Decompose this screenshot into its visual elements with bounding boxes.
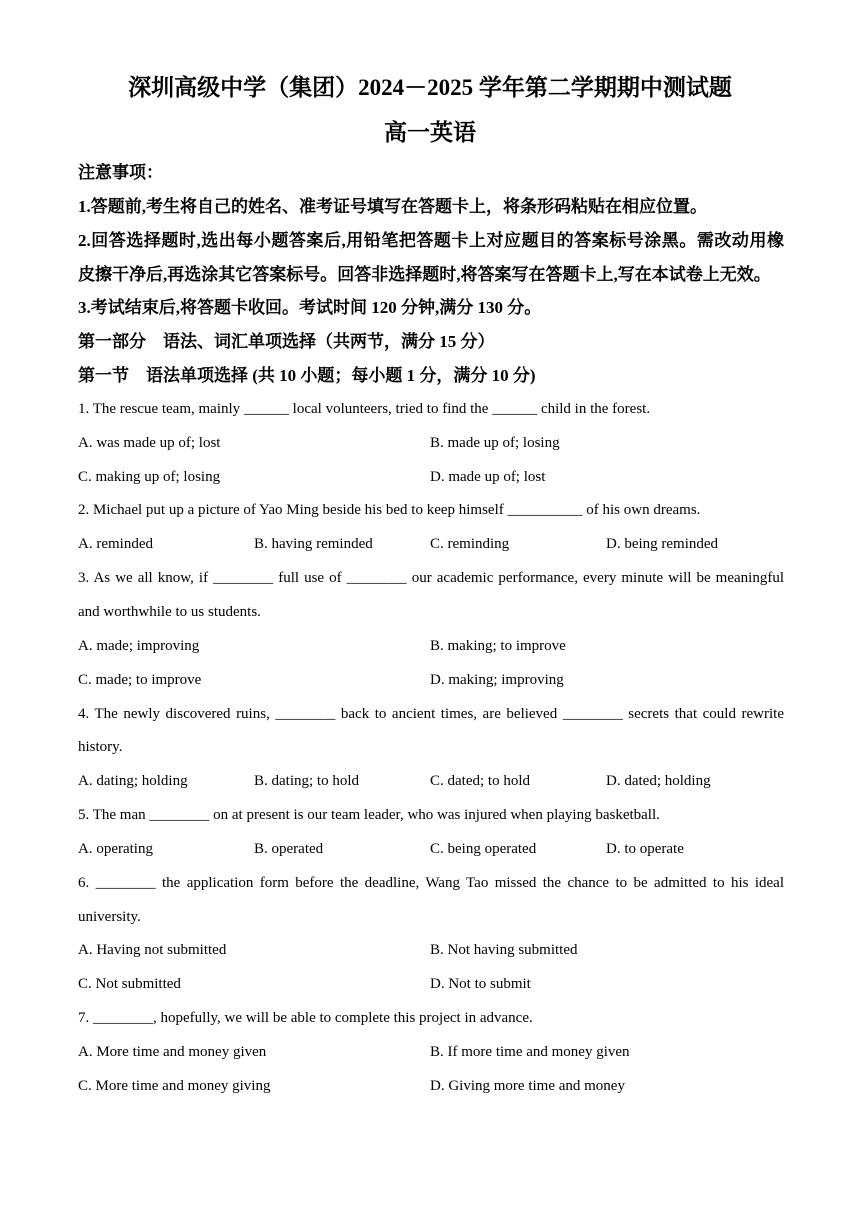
options-row [78,664,784,698]
option-a: A. More time and money given [78,1043,267,1060]
option-c: C. dated; to hold [430,773,530,790]
note-item-1: 1.答题前,考生将自己的姓名、准考证号填写在答题卡上，将条形码粘贴在相应位置。 [78,196,707,216]
question-7 [78,1002,784,1104]
section-heading: 第一节 语法单项选择 (共 10 小题；每小题 1 分，满分 10 分) [78,366,536,386]
option-d: D. being reminded [606,536,719,553]
option-b: B. made up of; losing [430,434,560,451]
question-stem: 6. ________ the application form before the deadline, Wang Tao missed the chance to be admitted to his ideal [78,874,784,891]
exam-title: 深圳高级中学（集团）2024－2025 学年第二学期期中测试题 [128,75,732,100]
question-4 [78,698,784,800]
option-c: C. made; to improve [78,671,202,688]
options-row [78,528,784,562]
option-a: A. was made up of; lost [78,434,221,451]
option-b: B. If more time and money given [430,1043,630,1060]
question-stem: 3. As we all know, if ________ full use of ________ our academic performance, every minute will be meaningful [78,570,784,587]
note-item-3: 3.考试结束后,将答题卡收回。考试时间 120 分钟,满分 130 分。 [78,298,542,318]
options-row [78,765,784,799]
exam-content [78,156,784,1104]
question-stem-continued: history. [78,739,123,756]
question-stem: 5. The man ________ on at present is our team leader, who was injured when playing basketball. [78,807,660,824]
question-1 [78,393,784,495]
option-c: C. making up of; losing [78,468,221,485]
options-row [78,461,784,495]
options-row [78,427,784,461]
option-a: A. reminded [78,536,153,553]
option-c: C. reminding [430,536,510,553]
question-2 [78,494,784,562]
option-d: D. dated; holding [606,773,711,790]
options-row [78,1036,784,1070]
notes-heading: 注意事项： [78,163,163,182]
option-c: C. More time and money giving [78,1077,271,1094]
options-row [78,934,784,968]
option-c: C. being operated [430,840,537,857]
option-a: A. made; improving [78,637,200,654]
options-row [78,833,784,867]
option-a: A. Having not submitted [78,942,227,959]
option-b: B. making; to improve [430,637,566,654]
option-d: D. to operate [606,840,684,857]
option-b: B. Not having submitted [430,942,578,959]
options-row [78,968,784,1002]
question-stem-continued: university. [78,908,141,925]
option-d: D. Not to submit [430,976,531,993]
option-b: B. operated [254,840,324,857]
option-d: D. making; improving [430,671,564,688]
question-6 [78,867,784,1002]
question-stem: 7. ________, hopefully, we will be able to complete this project in advance. [78,1010,533,1027]
options-row [78,1070,784,1104]
options-row [78,630,784,664]
option-d: D. made up of; lost [430,468,546,485]
part-heading: 第一部分 语法、词汇单项选择（共两节，满分 15 分） [78,332,495,352]
exam-subtitle: 高一英语 [384,120,476,145]
question-stem: 4. The newly discovered ruins, ________ back to ancient times, are believed ________ secrets that could rewrite [78,705,784,722]
option-b: B. dating; to hold [254,773,359,790]
option-d: D. Giving more time and money [430,1077,625,1094]
question-stem: 1. The rescue team, mainly ______ local volunteers, tried to find the ______ child in the forest. [78,400,651,417]
note-item-2: 2.回答选择题时,选出每小题答案后,用铅笔把答题卡上对应题目的答案标号涂黑。需改动用橡 [78,230,784,250]
question-3 [78,562,784,697]
option-a: A. dating; holding [78,773,188,790]
question-stem-continued: and worthwhile to us students. [78,603,261,620]
note-item-2-continued: 皮擦干净后,再选涂其它答案标号。回答非选择题时,将答案写在答题卡上,写在本试卷上无效。 [78,264,771,284]
question-5 [78,799,784,867]
option-c: C. Not submitted [78,976,181,993]
option-b: B. having reminded [254,536,373,553]
option-a: A. operating [78,840,153,857]
question-stem: 2. Michael put up a picture of Yao Ming beside his bed to keep himself __________ of his own dreams. [78,502,701,519]
